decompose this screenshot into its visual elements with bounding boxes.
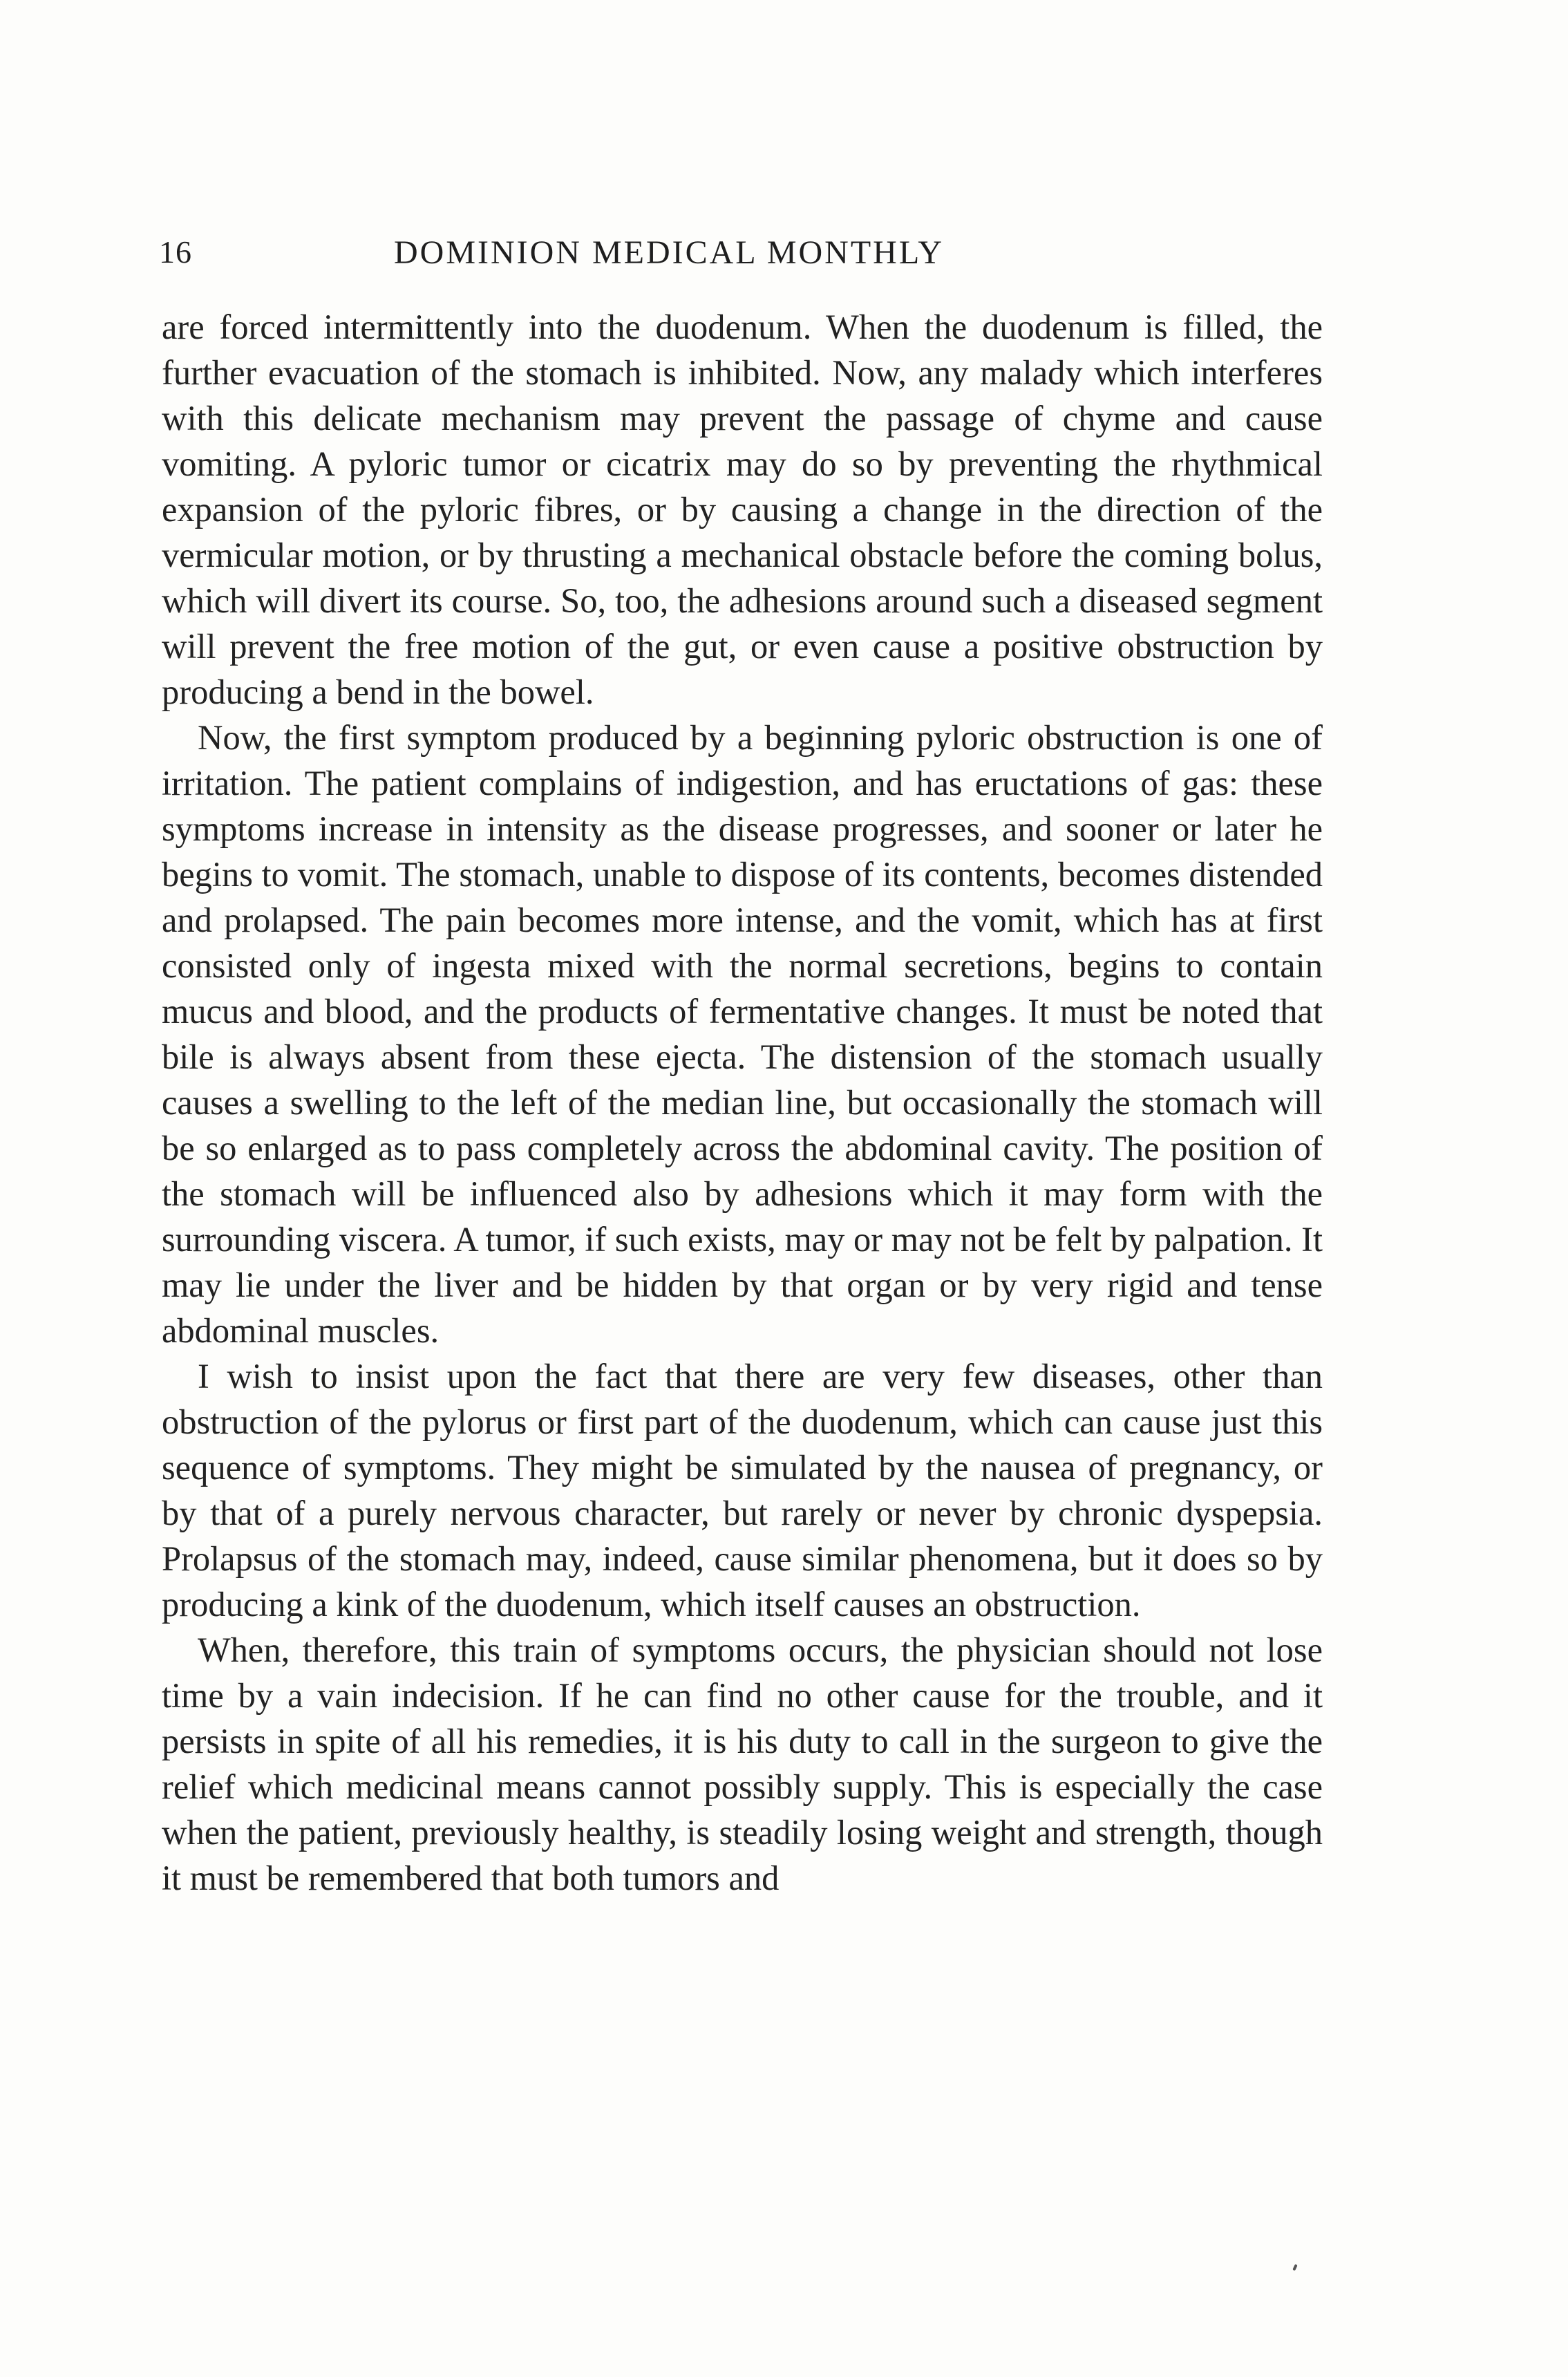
page-number: 16 — [159, 234, 192, 270]
running-head — [159, 234, 1334, 282]
paragraph-diagnosis: I wish to insist upon the fact that there are very few diseases, other than obstruction of the pylorus or first part of the duodenum, which can cause just this sequence of symptoms. They might be simulated by the nausea of pregnancy, or by that of a purely nervous character, but rarely or never by chronic dyspepsia. Prolapsus of the stomach may, indeed, cause similar phenomena, but it does so by producing a kink of the duodenum, which itself causes an obstruction. — [162, 1357, 1323, 1624]
paragraph-surgical-referral: When, therefore, this train of symptoms occurs, the physician should not lose time by a vain indecision. If he can find no other cause for the trouble, and it persists in spite of all his remedies, it is his duty to call in the surgeon to give the relief which medicinal means cannot possibly supply. This is especially the case when the patient, previously healthy, is steadily losing weight and strength, though it must be remembered that both tumors and — [162, 1631, 1323, 1897]
journal-title: DOMINION MEDICAL MONTHLY — [394, 234, 945, 271]
paragraph-symptoms: Now, the first symptom produced by a beginning pyloric obstruction is one of irritation. The patient complains of indigestion, and has eructations of gas: these symptoms increase in intensity as the disease progresses, and sooner or later he begins to vomit. The stomach, unable to dispose of its contents, becomes distended and prolapsed. The pain becomes more intense, and the vomit, which has at first consisted only of ingesta mixed with the normal secretions, begins to contain mucus and blood, and the products of fermentative changes. It must be noted that bile is always absent from these ejecta. The distension of the stomach usually causes a swelling to the left of the median line, but occasionally the stomach will be so enlarged as to pass completely across the abdominal cavity. The position of the stomach will be influenced also by adhesions which it may form with the surrounding viscera. A tumor, if such exists, may or may not be felt by palpation. It may lie under the liver and be hidden by that organ or by very rigid and tense abdominal muscles. — [162, 718, 1323, 1350]
paragraph-continued: are forced intermittently into the duodenum. When the duodenum is filled, the further evacuation of the stomach is inhibited. Now, any malady which interferes with this delicate mechanism may prevent the passage of chyme and cause vomiting. A pyloric tumor or cicatrix may do so by preventing the rhythmical expansion of the pyloric fibres, or by causing a change in the direction of the vermicular motion, or by thrusting a mechanical obstacle before the coming bolus, which will divert its course. So, too, the adhesions around such a diseased segment will prevent the free motion of the gut, or even cause a positive obstruction by producing a bend in the bowel. — [162, 308, 1323, 711]
scan-speck — [1292, 2264, 1297, 2271]
body-text — [162, 304, 1323, 1901]
